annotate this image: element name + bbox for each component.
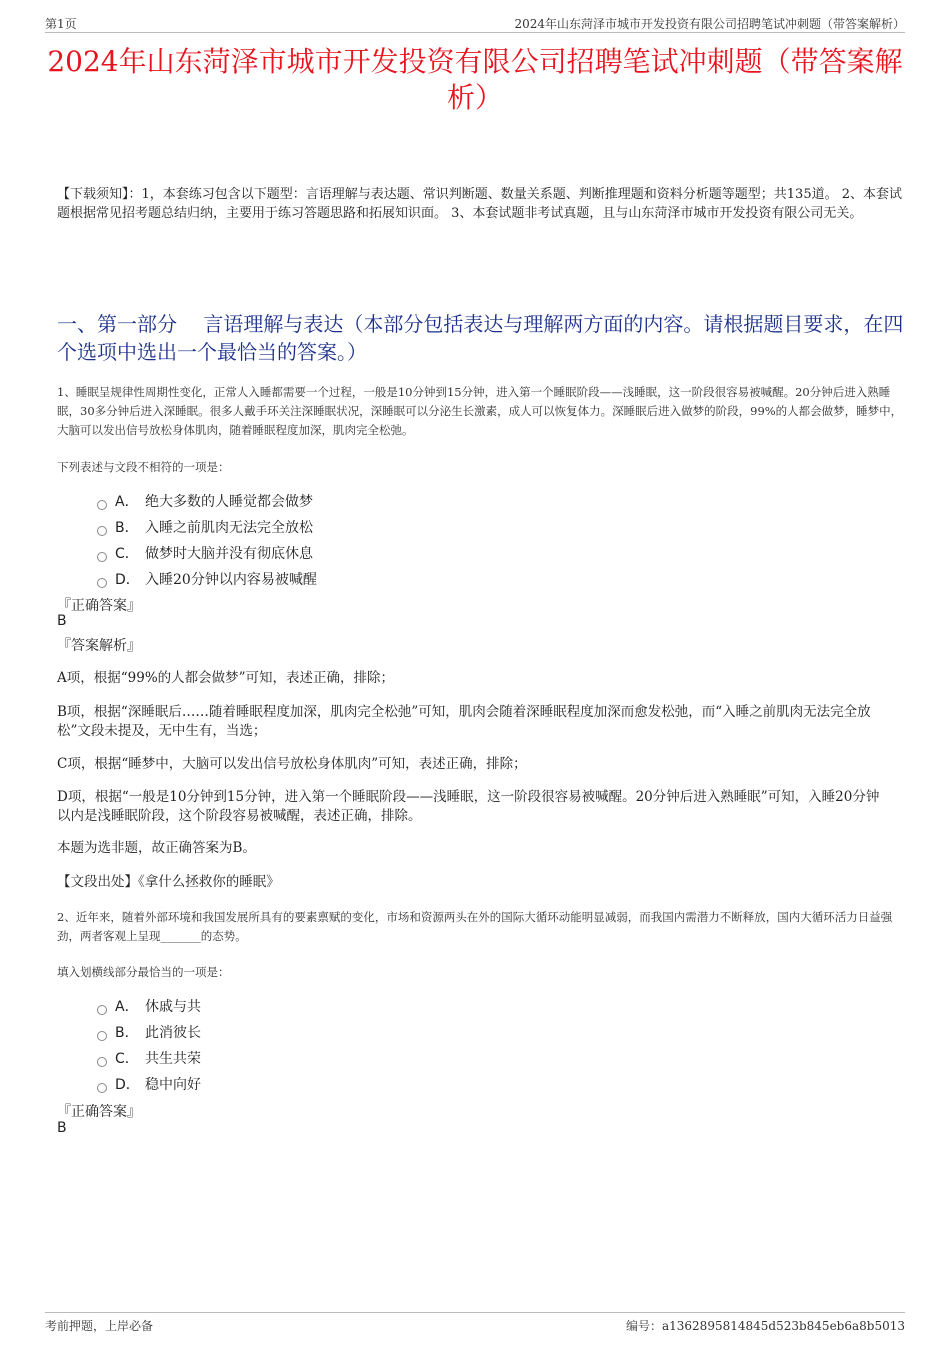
- footer-serial-number: 编号：a1362895814845d523b845eb6a8b5013: [625, 1319, 905, 1333]
- radio-button[interactable]: [97, 1031, 107, 1041]
- question-2-prompt: 填入划横线部分最恰当的一项是：: [57, 965, 230, 979]
- option-letter: B．: [115, 1025, 139, 1041]
- option-d[interactable]: [97, 566, 317, 592]
- radio-button[interactable]: [97, 1083, 107, 1093]
- radio-button[interactable]: [97, 526, 107, 536]
- option-letter: C．: [115, 1051, 139, 1067]
- radio-button[interactable]: [97, 1057, 107, 1067]
- page-header: [45, 12, 905, 33]
- question-1-options: [97, 488, 317, 592]
- question-1-prompt: 下列表述与文段不相符的一项是：: [57, 460, 230, 474]
- option-text: 此消彼长: [145, 1025, 201, 1041]
- page-number: 第1页: [45, 17, 77, 31]
- radio-button[interactable]: [97, 500, 107, 510]
- option-a[interactable]: [97, 488, 317, 514]
- answer-label: 『正确答案』: [57, 598, 141, 614]
- option-text: 入睡之前肌肉无法完全放松: [145, 520, 313, 536]
- analysis-conclusion: 本题为选非题，故正确答案为B。: [57, 840, 256, 856]
- option-letter: C．: [115, 546, 139, 562]
- analysis-c: C项，根据“睡梦中，大脑可以发出信号放松身体肌肉”可知，表述正确，排除；: [57, 756, 527, 772]
- option-text: 做梦时大脑并没有彻底休息: [145, 546, 313, 562]
- option-text: 绝大多数的人睡觉都会做梦: [145, 494, 313, 510]
- radio-button[interactable]: [97, 578, 107, 588]
- question-2-text: 2、近年来，随着外部环境和我国发展所具有的要素禀赋的变化，市场和资源两头在外的国际大循环动能明显减弱，而我国内需潜力不断释放，国内大循环活力日益强劲，两者客观上呈现_______的态势。: [57, 910, 893, 943]
- option-letter: A．: [115, 494, 139, 510]
- download-notice: 【下载须知】：1，本套练习包含以下题型：言语理解与表达题、常识判断题、数量关系题、判断推理题和资料分析题等题型；共135道。 2、本套试题根据常见招考题总结归纳，主要用于练习答题思路和拓展知识面。 3、本套试题非考试真题，且与山东菏泽市城市开发投资有限公司无关。: [57, 187, 902, 221]
- option-a[interactable]: [97, 993, 201, 1019]
- option-text: 稳中向好: [145, 1077, 201, 1093]
- option-letter: D．: [115, 572, 140, 588]
- option-letter: A．: [115, 999, 139, 1015]
- section-title: 一、第一部分 言语理解与表达（本部分包括表达与理解两方面的内容。请根据题目要求，在四个选项中选出一个最恰当的答案。）: [57, 312, 904, 364]
- option-letter: D．: [115, 1077, 140, 1093]
- radio-button[interactable]: [97, 1005, 107, 1015]
- answer-value: B: [57, 1120, 67, 1136]
- page-footer: [45, 1312, 905, 1333]
- option-text: 休戚与共: [145, 999, 201, 1015]
- passage-source: 【文段出处】《拿什么拯救你的睡眠》: [57, 874, 280, 890]
- analysis-b: B项，根据“深睡眠后……随着睡眠程度加深，肌肉完全松弛”可知，肌肉会随着深睡眠程度加深而愈发松弛，而“入睡之前肌肉无法完全放松”文段未提及，无中生有，当选；: [57, 704, 871, 739]
- analysis-label: 『答案解析』: [57, 638, 141, 654]
- option-d[interactable]: [97, 1071, 201, 1097]
- option-b[interactable]: [97, 1019, 201, 1045]
- option-letter: B．: [115, 520, 139, 536]
- option-b[interactable]: [97, 514, 317, 540]
- option-c[interactable]: [97, 540, 317, 566]
- analysis-a: A项，根据“99%的人都会做梦”可知，表述正确，排除；: [57, 670, 395, 686]
- option-text: 共生共荣: [145, 1051, 201, 1067]
- radio-button[interactable]: [97, 552, 107, 562]
- option-text: 入睡20分钟以内容易被喊醒: [145, 572, 317, 588]
- answer-value: B: [57, 613, 67, 629]
- document-title: 2024年山东菏泽市城市开发投资有限公司招聘笔试冲刺题（带答案解析）: [47, 45, 903, 114]
- answer-label: 『正确答案』: [57, 1104, 141, 1120]
- question-2-options: [97, 993, 201, 1097]
- header-doc-title: 2024年山东菏泽市城市开发投资有限公司招聘笔试冲刺题（带答案解析）: [514, 17, 905, 31]
- analysis-d: D项，根据“一般是10分钟到15分钟，进入第一个睡眠阶段——浅睡眠，这一阶段很容易被喊醒。20分钟后进入熟睡眠”可知，入睡20分钟以内是浅睡眠阶段，这个阶段容易被喊醒，表述正确，排除。: [57, 789, 880, 824]
- option-c[interactable]: [97, 1045, 201, 1071]
- question-1-text: 1、睡眠呈规律性周期性变化，正常人入睡都需要一个过程，一般是10分钟到15分钟，进入第一个睡眠阶段——浅睡眠，这一阶段很容易被喊醒。20分钟后进入熟睡眠，30多分钟后进入深睡眠。很多人戴手环关注深睡眠状况，深睡眠可以分泌生长激素，成人可以恢复体力。深睡眠后进入做梦的阶段，99%的人都会做梦，睡梦中，大脑可以发出信号放松身体肌肉，随着睡眠程度加深，肌肉完全松弛。: [57, 385, 903, 437]
- footer-slogan: 考前押题，上岸必备: [45, 1319, 154, 1333]
